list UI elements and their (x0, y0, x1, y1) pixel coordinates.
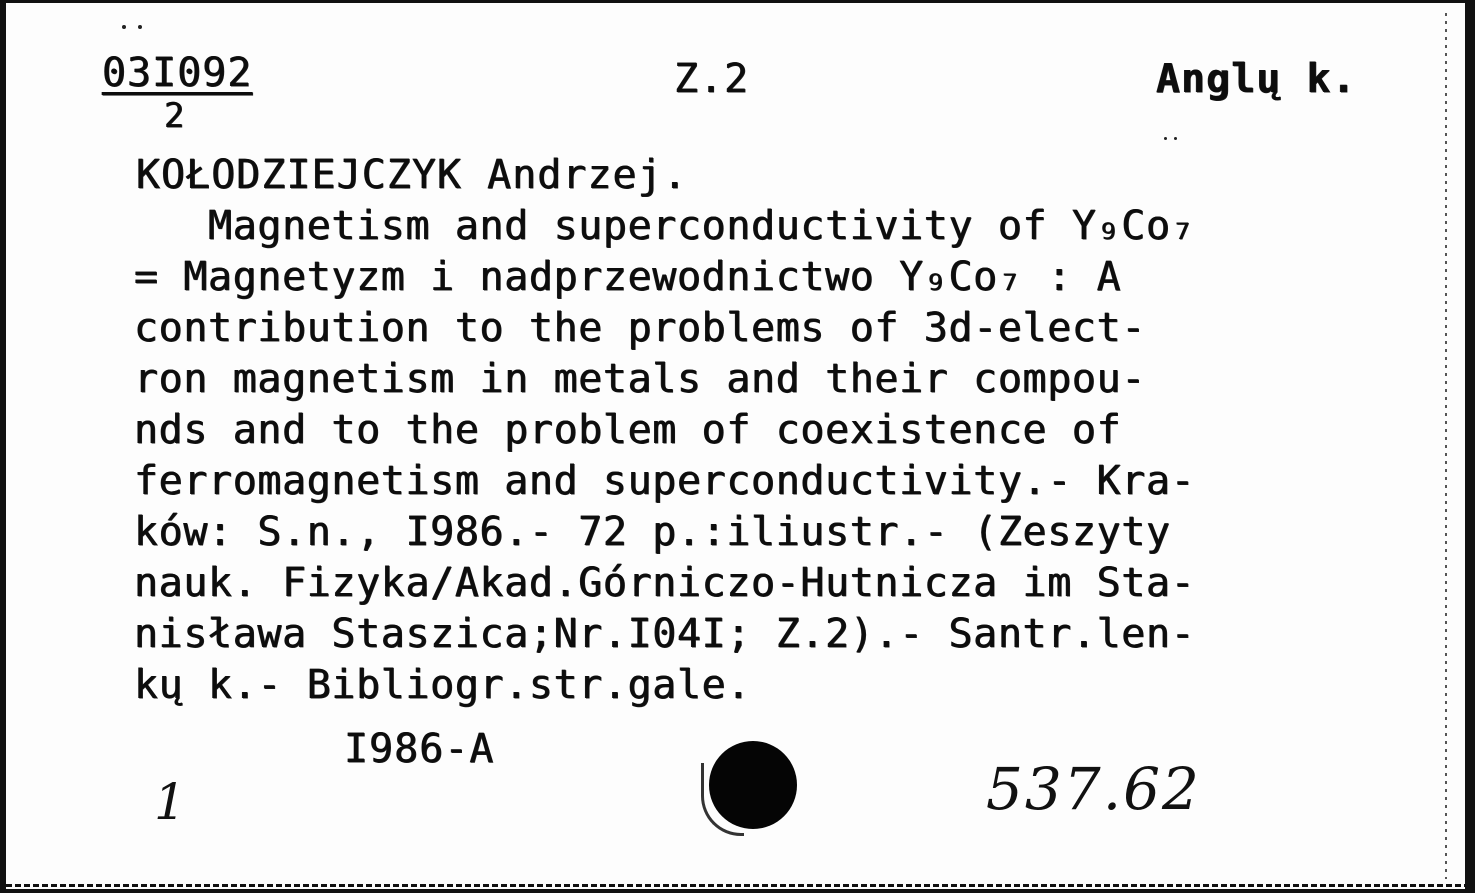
author-heading: KOŁODZIEJCZYK Andrzej. (136, 152, 688, 198)
description-line-3: contribution to the problems of 3d-elect- (134, 305, 1146, 351)
accession-number: I986-A (344, 726, 495, 772)
call-number: 03I092 (102, 50, 253, 96)
punch-hole (709, 741, 797, 829)
language-label: Anglų k. (1156, 56, 1357, 102)
description-line-4: ron magnetism in metals and their compou- (134, 356, 1146, 402)
handwritten-mark: 1 (154, 773, 186, 831)
description-line-10: kų k.- Bibliogr.str.gale. (134, 662, 752, 708)
issue-number: Z.2 (674, 56, 750, 102)
description-line-9: nisława Staszica;Nr.I04I; Z.2).- Santr.len- (134, 611, 1196, 657)
call-number-sub: 2 (164, 96, 186, 136)
bibliographic-description (134, 201, 1434, 711)
description-line-6: ferromagnetism and superconductivity.- Kra- (134, 458, 1196, 504)
card-edge-rule (1445, 13, 1447, 879)
ink-speck (138, 25, 142, 29)
card-bottom-rule (6, 884, 1465, 887)
ink-speck (122, 25, 126, 29)
ink-speck (1164, 137, 1167, 140)
description-line-7: ków: S.n., I986.- 72 p.:iliustr.- (Zeszyty (134, 509, 1171, 555)
description-line-2: = Magnetyzm i nadprzewodnictwo Y₉Co₇ : A (134, 254, 1122, 300)
classification-number: 537.62 (986, 755, 1201, 823)
ink-speck (1174, 137, 1177, 140)
description-line-5: nds and to the problem of coexistence of (134, 407, 1122, 453)
description-line-1: Magnetism and superconductivity of Y₉Co₇ (134, 203, 1196, 249)
description-line-8: nauk. Fizyka/Akad.Górniczo-Hutnicza im Sta- (134, 560, 1196, 606)
